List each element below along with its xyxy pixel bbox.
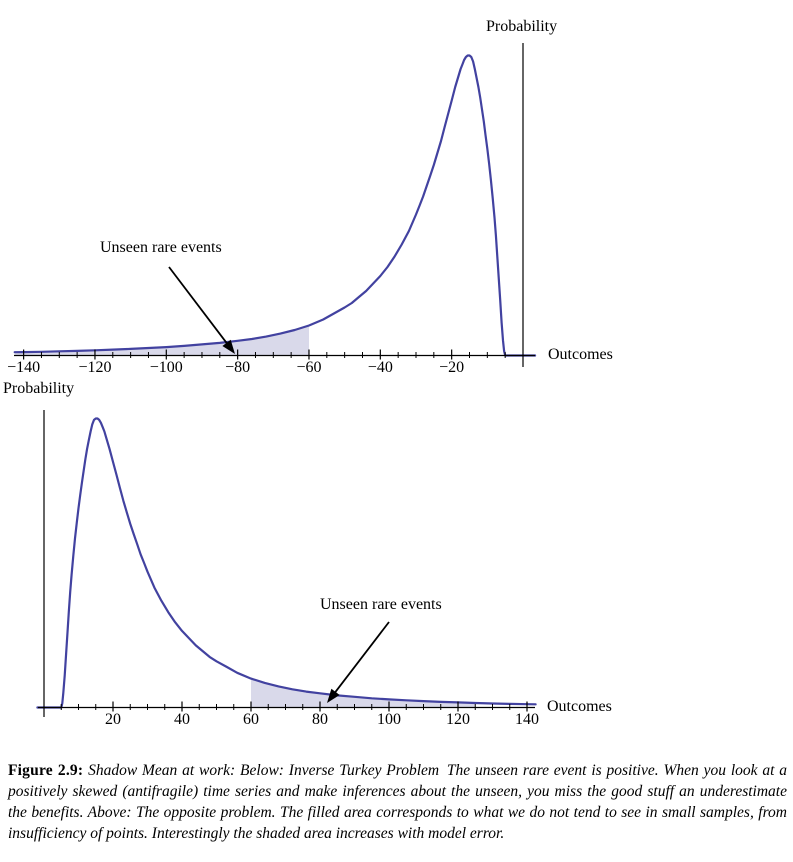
figure-caption [8,760,787,845]
figure-caption-label: Figure 2.9: [8,761,84,779]
top-x-tick-label: −60 [296,359,322,376]
bottom-x-tick-label: 100 [377,711,401,728]
top-x-tick-label: −100 [149,359,183,376]
bottom-x-tick-label: 80 [312,711,328,728]
top-x-tick-label: −140 [7,359,41,376]
bottom-x-tick-label: 20 [105,711,121,728]
bottom-x-tick-label: 140 [515,711,539,728]
bottom-x-tick-label: 60 [243,711,259,728]
bottom-shaded-tail-area [251,679,475,708]
bottom-x-tick-label: 120 [446,711,470,728]
figure-caption-body: Shadow Mean at work: Below: Inverse Turkey Problem The unseen rare event is positive. When you look at a positively skewed (antifragile) time series and make inferences about the unseen, you miss the good stuff an underestimate the benefits. Above: The opposite problem. The filled area corresponds to what we do not tend to see in small samples, from insufficiency of points. Interestingly the shaded area increases with model error. [8,761,787,843]
top-x-tick-label: −20 [439,359,465,376]
bottom-annotation-unseen-rare-events: Unseen rare events [320,596,442,613]
bottom-annotation-arrow-line [332,622,389,696]
bottom-x-tick-label: 40 [174,711,190,728]
bottom-density-curve [37,419,535,708]
top-x-tick-label: −80 [225,359,251,376]
top-x-tick-label: −120 [78,359,112,376]
bottom-y-axis-title: Probability [3,380,75,397]
top-x-axis-title: Outcomes [548,346,613,363]
bottom-x-axis-title: Outcomes [547,698,612,715]
top-annotation-arrow-line [169,267,230,347]
top-annotation-unseen-rare-events: Unseen rare events [100,239,222,256]
top-x-tick-label: −40 [367,359,393,376]
top-y-axis-title: Probability [486,18,558,35]
top-density-curve [15,56,535,356]
